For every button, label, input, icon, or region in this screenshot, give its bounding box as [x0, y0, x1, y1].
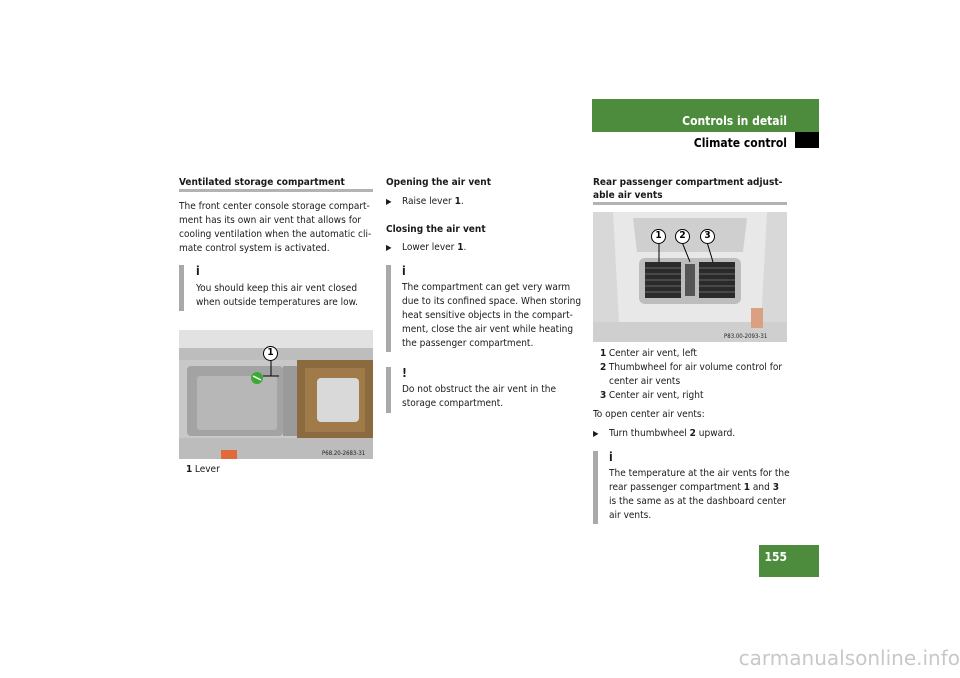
open-step: ▶ Raise lever 1. — [386, 196, 464, 207]
info-icon: i — [609, 450, 613, 464]
watermark: carmanualsonline.info — [738, 646, 960, 670]
obstruct-warning: Do not obstruct the air vent in the storage compartment. — [402, 384, 556, 409]
figure-code: P68.20-2683-31 — [322, 450, 366, 457]
opening-air-vent-heading: Opening the air vent — [386, 177, 491, 188]
heading-rule — [593, 202, 787, 205]
figure-code: P83.00-2093-31 — [724, 333, 768, 340]
vent-legend — [600, 347, 790, 403]
rear-vents-illustration — [593, 212, 787, 342]
open-vents-text: To open center air vents: — [593, 409, 705, 420]
close-step: ▶ Lower lever 1. — [386, 242, 467, 253]
storage-compartment-figure — [179, 330, 373, 459]
warm-compartment-note: The compartment can get very warm due to its confined space. When storing heat sensitive objects in the compart- ment, close the air vent while heating the passenger compartment. — [402, 282, 582, 349]
info-icon: i — [196, 264, 200, 278]
warning-icon: ! — [402, 366, 407, 380]
info-icon: i — [402, 264, 406, 278]
note-bar — [179, 265, 184, 311]
callout-1: 1 — [651, 229, 666, 244]
arrow-right-icon: ▶ — [593, 429, 599, 438]
callout-3: 3 — [700, 229, 715, 244]
arrow-right-icon: ▶ — [386, 243, 392, 252]
temperature-note: The temperature at the air vents for the rear passenger compartment 1 and 3 is the same as at the dashboard center air vents. — [609, 468, 790, 521]
ventilated-storage-heading: Ventilated storage compartment — [179, 177, 345, 188]
note-bar — [593, 451, 598, 524]
legend-item-2-cont: center air vents — [609, 376, 681, 387]
figure-caption: 1 Lever — [186, 464, 220, 475]
legend-item-1: 1 Center air vent, left — [600, 348, 697, 359]
thumbwheel-step: ▶ Turn thumbwheel 2 upward. — [593, 428, 736, 439]
callout-1: 1 — [263, 346, 278, 361]
closing-air-vent-heading: Closing the air vent — [386, 224, 486, 235]
arrow-right-icon: ▶ — [386, 197, 392, 206]
section-title: Controls in detail — [682, 114, 787, 128]
section-subtitle: Climate control — [693, 136, 787, 150]
info-note: You should keep this air vent closed when outside temperatures are low. — [196, 283, 358, 308]
warning-bar — [386, 367, 391, 413]
ventilated-storage-paragraph: The front center console storage compart- ment has its own air vent that allows for cooling ventilation when the automatic cli- mate control system is activated. — [179, 201, 372, 254]
rear-vents-heading: Rear passenger compartment adjust- able air vents — [593, 177, 783, 201]
page-number: 155 — [764, 550, 787, 564]
note-bar — [386, 265, 391, 352]
header-marker — [795, 132, 819, 148]
rear-vents-figure — [593, 212, 787, 342]
legend-item-3: 3 Center air vent, right — [600, 390, 704, 401]
callout-2: 2 — [675, 229, 690, 244]
heading-rule — [179, 189, 373, 192]
legend-item-2: 2 Thumbwheel for air volume control for — [600, 362, 783, 373]
